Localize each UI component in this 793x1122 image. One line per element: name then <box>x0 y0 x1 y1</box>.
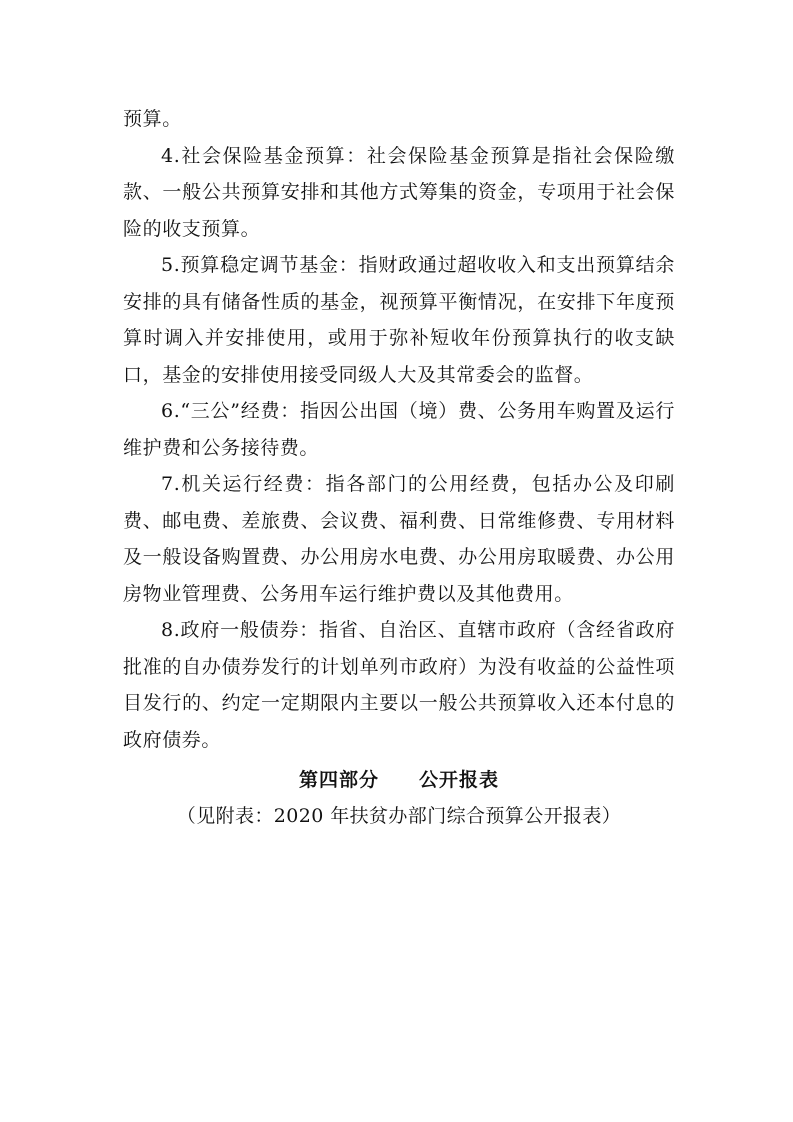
paragraph-continuation: 预算。 <box>123 108 182 130</box>
attachment-note: （见附表：2020 年扶贫办部门综合预算公开报表） <box>176 805 622 827</box>
paragraph-budget-stabilization-fund: 5.预算稳定调节基金：指财政通过超收收入和支出预算结余安排的具有储备性质的基金，视预算平衡情况，在安排下年度预算时调入并安排使用，或用于弥补短收年份预算执行的收支缺口，基金的安排使用接受同级人大及其常委会的监督。 <box>123 254 675 386</box>
paragraph-social-insurance-fund: 4.社会保险基金预算：社会保险基金预算是指社会保险缴款、一般公共预算安排和其他方式筹集的资金，专项用于社会保险的收支预算。 <box>123 144 675 240</box>
section-title: 第四部分 公开报表 <box>298 769 499 791</box>
paragraph-agency-operating-expenses: 7.机关运行经费：指各部门的公用经费，包括办公及印刷费、邮电费、差旅费、会议费、福利费、日常维修费、专用材料及一般设备购置费、办公用房水电费、办公用房取暖费、办公用房物业管理费、公务用车运行维护费以及其他费用。 <box>123 473 675 605</box>
paragraph-three-public-expenses: 6.“三公”经费：指因公出国（境）费、公务用车购置及运行维护费和公务接待费。 <box>123 400 675 459</box>
document-body <box>123 101 675 834</box>
paragraph-government-general-bonds: 8.政府一般债券：指省、自治区、直辖市政府（含经省政府批准的自办债券发行的计划单列市政府）为没有收益的公益性项目发行的、约定一定期限内主要以一般公共预算收入还本付息的政府债券。 <box>123 619 675 751</box>
